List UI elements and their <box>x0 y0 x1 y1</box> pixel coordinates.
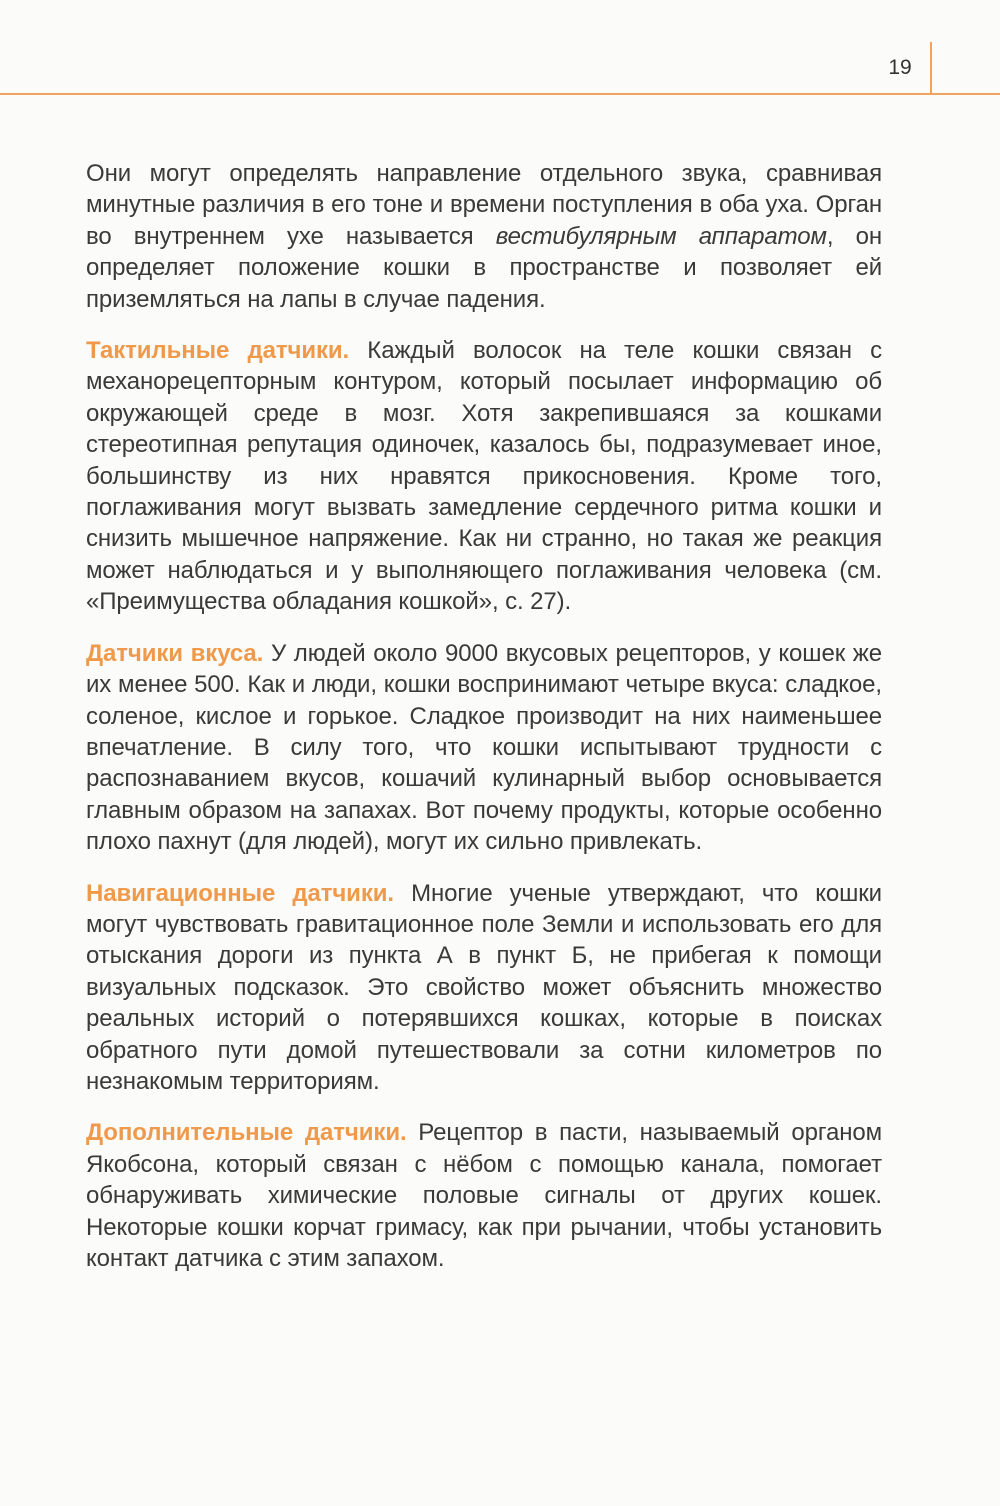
intro-text-after: , он определяет положение кошки в пространстве и позволяет ей приземляться на лапы в случае падения. <box>86 222 882 313</box>
section-text-additional: Рецептор в пасти, называемый органом Якобсона, который связан с нёбом с помощью канала, помогает обнаруживать химические половые сигналы от других кошек. Некоторые кошки корчат гримасу, как при рычании, чтобы установить контакт датчика с этим запахом. <box>86 1119 882 1272</box>
page-number-divider <box>930 42 932 94</box>
section-text-navigation: Многие ученые утверждают, что кошки могут чувствовать гравитационное поле Земли и использовать его для отыскания дороги из пункта А в пункт Б, не прибегая к помощи визуальных подсказок. Это свойство может объяснить множество реальных историй о потерявшихся кошках, которые в поисках обратного пути домой путешествовали за сотни километров по незнакомым территориям. <box>86 879 882 1095</box>
section-heading-taste: Датчики вкуса. <box>86 639 264 667</box>
section-navigation <box>86 878 882 1098</box>
section-additional <box>86 1117 882 1274</box>
section-taste <box>86 638 882 858</box>
section-heading-tactile: Тактильные датчики. <box>86 337 350 365</box>
header-rule <box>0 93 1000 95</box>
section-tactile <box>86 335 882 618</box>
page-content <box>86 158 882 1294</box>
section-heading-additional: Дополнительные датчики. <box>86 1119 407 1147</box>
intro-text-before: Они могут определять направление отдельного звука, сравнивая минутные различия в его тоне и времени поступления в оба уха. Орган во внутреннем ухе называется <box>86 160 882 250</box>
section-heading-navigation: Навигационные датчики. <box>86 879 394 907</box>
section-text-tactile: Каждый волосок на теле кошки связан с механорецепторным контуром, который посылает информацию об окружающей среде в мозг. Хотя закрепившаяся за кошками стереотипная репутация одиночек, казалось бы, подразумевает иное, большинству из них нравятся прикосновения. Кроме того, поглаживания могут вызвать замедление сердечного ритма кошки и снизить мышечное напряжение. Как ни странно, но такая же реакция может наблюдаться и у выполняющего поглаживания человека (см. «Преимущества обладания кошкой», с. 27). <box>86 337 883 616</box>
page-number: 19 <box>888 56 912 79</box>
intro-paragraph <box>86 158 882 315</box>
intro-italic-term: вестибулярным аппаратом <box>495 222 827 250</box>
section-text-taste: У людей около 9000 вкусовых рецепторов, у кошек же их менее 500. Как и люди, кошки воспринимают четыре вкуса: сладкое, соленое, кислое и горькое. Сладкое производит на них наименьшее впечатление. В силу того, что кошки испытывают трудности с распознаванием вкусов, кошачий кулинарный выбор основывается главным образом на запахах. Вот почему продукты, которые особенно плохо пахнут (для людей), могут их сильно привлекать. <box>86 639 883 856</box>
